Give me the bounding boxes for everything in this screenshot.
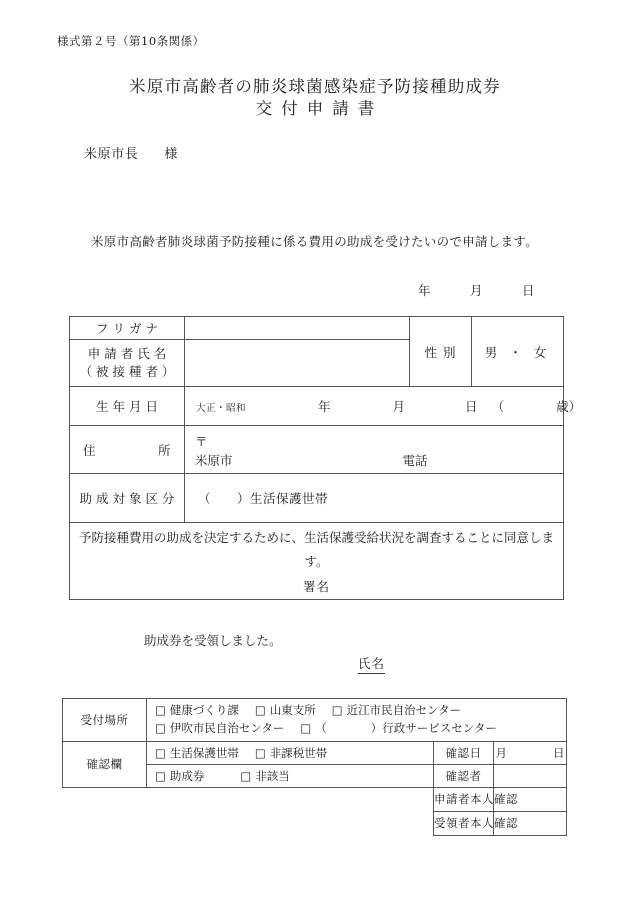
checkbox-icon: □ — [155, 720, 166, 735]
option-label: 生活保護世帯 — [169, 745, 239, 760]
spacer-cell — [63, 811, 147, 835]
birth-day-label: 日 — [465, 399, 478, 414]
checkbox-icon: □ — [155, 703, 166, 717]
application-date-line — [418, 281, 535, 299]
spacer-cell — [147, 811, 434, 835]
applicant-information-table — [69, 316, 582, 600]
birth-year-label: 年 — [318, 399, 331, 414]
subsidy-category-option: （ ）生活保護世帯 — [198, 491, 329, 506]
applicant-name-input[interactable] — [185, 340, 410, 387]
birthdate-label: 生 年 月 日 — [70, 387, 185, 426]
date-year-label: 年 — [418, 283, 431, 298]
applicant-identity-label: 申請者本人確認 — [434, 787, 494, 811]
confirmation-date-label: 確認日 — [434, 741, 494, 764]
address-city-prefill: 米原市 — [195, 453, 233, 468]
addressee-name: 米原市長 — [84, 147, 139, 162]
addressee-honorific: 様 — [164, 147, 179, 162]
option-label: 助成券 — [169, 768, 205, 783]
table-row-birthdate — [70, 387, 564, 426]
table-row-consent — [70, 523, 564, 600]
birthdate-input[interactable] — [185, 387, 582, 426]
checkbox-icon: □ — [254, 745, 266, 760]
checkbox-seikatsu-hogo-setai[interactable] — [155, 746, 239, 760]
option-label: 伊吹市民自治センター — [169, 720, 285, 735]
checkbox-kenko-zukuri-ka[interactable] — [155, 703, 239, 717]
checkbox-icon: □ — [155, 768, 166, 783]
checkbox-icon: □ — [240, 768, 252, 783]
option-paren-open: （ — [315, 720, 327, 735]
confirmation-voucher-options[interactable] — [147, 764, 434, 787]
furigana-label: フ リ ガ ナ — [70, 317, 185, 340]
consent-cell — [70, 523, 564, 600]
option-label: 非課税世帯 — [269, 745, 328, 760]
applicant-name-label-line2: （ 被 接 種 者 ） — [79, 364, 175, 379]
checkbox-icon: □ — [155, 745, 166, 760]
receipt-name-field[interactable]: 氏名 — [358, 654, 385, 674]
checkbox-icon: □ — [254, 703, 266, 717]
table-row-applicant-identity — [63, 787, 567, 811]
title-line-1: 米原市高齢者の肺炎球菌感染症予防接種助成券 — [129, 77, 501, 96]
table-row-address — [70, 426, 564, 474]
address-label-text: 住 所 — [83, 442, 171, 458]
spacer-cell — [147, 787, 434, 811]
applicant-name-label — [70, 340, 185, 387]
address-label — [70, 426, 185, 474]
checkbox-hikazei-setai[interactable] — [255, 746, 327, 760]
table-row-confirm-1 — [63, 741, 567, 764]
confirmer-value[interactable] — [494, 764, 567, 787]
consent-statement: 予防接種費用の助成を決定するために、生活保護受給状況を調査することに同意します。 — [78, 530, 554, 570]
confirmation-date-value[interactable] — [494, 741, 567, 764]
birth-age-label: 歳） — [556, 399, 582, 414]
checkbox-higaito[interactable] — [240, 769, 289, 783]
administrative-table — [62, 698, 567, 836]
postal-code-mark: 〒 — [195, 434, 208, 450]
consent-signature-label[interactable]: 署名 — [302, 578, 330, 594]
title-line-2: 交付申請書 — [255, 99, 384, 119]
checkbox-icon: □ — [300, 720, 312, 735]
confirmer-label: 確認者 — [434, 764, 494, 787]
reception-place-options[interactable] — [147, 699, 567, 742]
checkbox-joseiken[interactable] — [155, 769, 204, 783]
option-label: 健康づくり課 — [169, 703, 239, 717]
furigana-input[interactable] — [185, 317, 410, 340]
confirm-month-label: 月 — [495, 745, 508, 760]
date-day-label: 日 — [522, 283, 535, 298]
document-title — [0, 76, 630, 121]
receiver-identity-label: 受領者本人確認 — [434, 811, 494, 835]
form-number: 様式第２号（第10条関係） — [57, 34, 205, 48]
table-row-furigana — [70, 317, 564, 340]
option-label: 非該当 — [255, 768, 290, 783]
confirmation-household-options[interactable] — [147, 741, 434, 764]
checkbox-icon: □ — [331, 703, 343, 717]
sex-label: 性 別 — [410, 317, 472, 387]
date-month-label: 月 — [470, 283, 483, 298]
checkbox-ibuki-shimin-jichi-center[interactable] — [155, 721, 284, 735]
subsidy-category-input[interactable] — [185, 474, 564, 523]
spacer-cell — [63, 787, 147, 811]
applicant-name-label-line1: 申 請 者 氏 名 — [87, 345, 167, 361]
birth-month-label: 月 — [392, 399, 406, 414]
checkbox-omi-shimin-jichi-center[interactable] — [332, 703, 461, 717]
table-row-category — [70, 474, 564, 523]
table-row-reception-place — [63, 699, 567, 742]
addressee-line — [84, 143, 178, 162]
checkbox-gyosei-service-center[interactable] — [300, 721, 496, 735]
option-label: 山東支所 — [269, 703, 316, 717]
option-label: ）行政サービスセンター — [370, 720, 497, 735]
option-label: 近江市民自治センター — [346, 703, 462, 717]
subsidy-category-label: 助 成 対 象 区 分 — [70, 474, 185, 523]
confirm-day-label: 日 — [553, 745, 565, 760]
table-row-receiver-identity — [63, 811, 567, 835]
birth-era-label: 大正・昭和 — [196, 403, 247, 414]
receipt-statement: 助成券を受領しました。 — [144, 633, 282, 648]
telephone-label: 電話 — [402, 453, 428, 468]
checkbox-santo-shisho[interactable] — [255, 703, 316, 717]
sex-options[interactable]: 男 ・ 女 — [472, 317, 564, 387]
confirmation-label: 確認欄 — [63, 741, 147, 787]
reception-place-label: 受付場所 — [63, 699, 147, 742]
application-statement: 米原市高齢者肺炎球菌予防接種に係る費用の助成を受けたいので申請します。 — [91, 234, 539, 249]
birth-age-paren-open: （ — [491, 399, 505, 414]
address-input[interactable] — [185, 426, 564, 474]
